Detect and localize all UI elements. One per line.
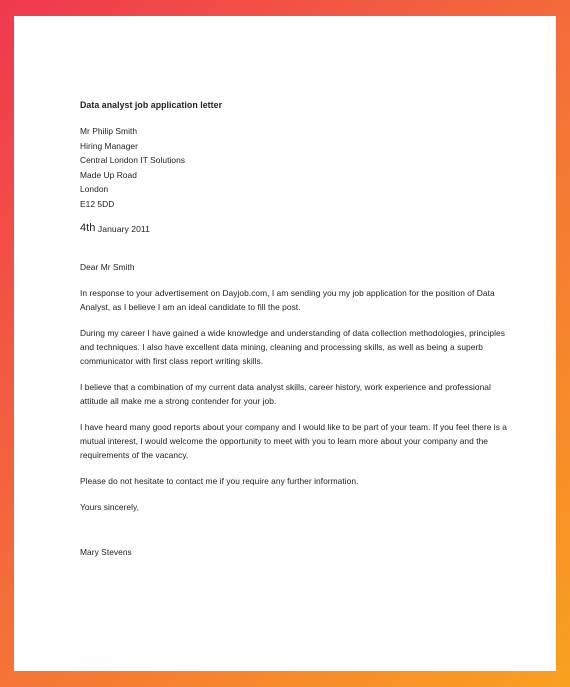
date-month-year: January 2011 bbox=[97, 224, 150, 234]
date-day: 4th bbox=[80, 222, 96, 234]
letter-page bbox=[14, 16, 556, 671]
letter-document bbox=[80, 98, 510, 559]
recipient-city: London bbox=[80, 184, 109, 194]
letter-title: Data analyst job application letter bbox=[80, 100, 223, 110]
recipient-address bbox=[80, 124, 510, 211]
letter-date bbox=[80, 222, 510, 236]
body-paragraph-2: During my career I have gained a wide knowledge and understanding of data collection methodologies, principles and techniques. I also have excellent data mining, cleaning and processing skills, as well as being a superb communicator with first class report writing skills. bbox=[80, 328, 505, 366]
closing: Yours sincerely, bbox=[80, 502, 139, 512]
recipient-street: Made Up Road bbox=[80, 169, 137, 180]
signature-name: Mary Stevens bbox=[80, 547, 132, 557]
recipient-company: Central London IT Solutions bbox=[80, 155, 186, 165]
body-paragraph-4: I have heard many good reports about your company and I would like to be part of your team. If you feel there is a mutual interest, I would welcome the opportunity to meet with you to learn more about your company and the requirements of the vacancy. bbox=[80, 422, 508, 460]
body-paragraph-5: Please do not hesitate to contact me if you require any further information. bbox=[80, 476, 359, 486]
recipient-postcode: E12 5DD bbox=[80, 198, 115, 209]
recipient-name: Mr Philip Smith bbox=[80, 126, 138, 136]
body-paragraph-1: In response to your advertisement on Dayjob.com, I am sending you my job application for the position of Data Analyst, as I believe I am an ideal candidate to fill the post. bbox=[80, 288, 495, 312]
recipient-role: Hiring Manager bbox=[80, 140, 138, 151]
salutation: Dear Mr Smith bbox=[80, 262, 135, 272]
body-paragraph-3: I believe that a combination of my current data analyst skills, career history, work experience and professional attitude all make me a strong contender for your job. bbox=[80, 382, 491, 406]
